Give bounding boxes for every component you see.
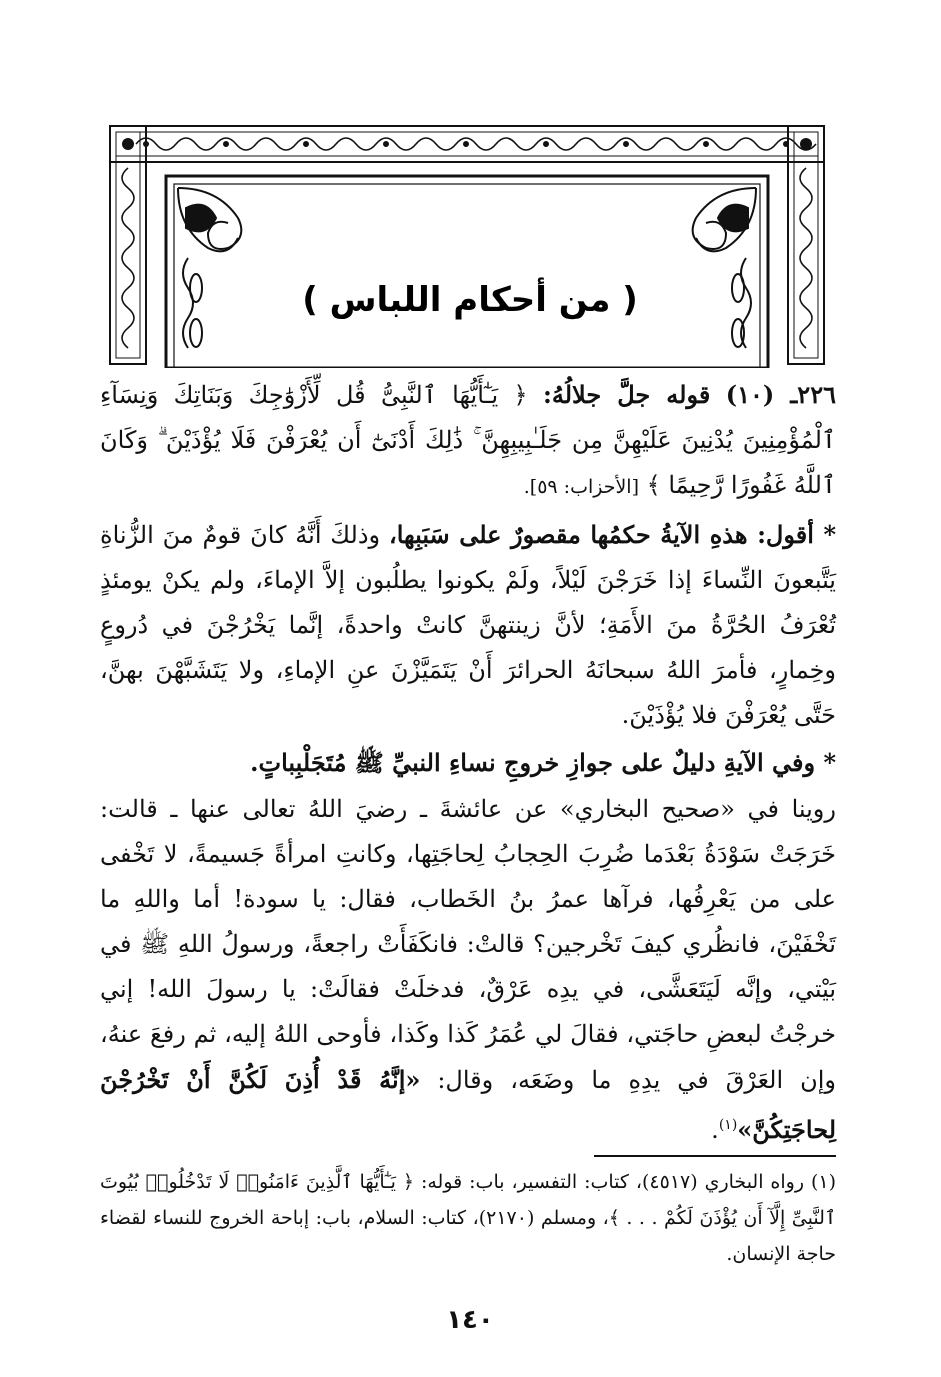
footnote	[100, 1164, 836, 1272]
footnote-divider	[594, 1155, 836, 1157]
aqool-text: وذلكَ أَنَّهُ كانَ قومٌ منَ الزُّناةِ يَتَّبعونَ النِّساءَ إذا خَرَجْنَ لَيْلاً، ولَمْ يكونوا يطلُبون إلاَّ الإماءَ، ولم يكنْ يومئذٍ تُعْرَفُ الحُرَّةُ منَ الأَمَةِ؛ لأنَّ زينتهنَّ كانتْ واحدةً، إنَّما يَخْرُجْنَ في دُروعٍ وخِمارٍ، فأمرَ اللهُ سبحانَهُ الحرائرَ أَنْ يَتَمَيَّزْنَ عنِ الإماءِ، ولا يَتَشَبَّهْنَ بهنَّ، حَتَّى يُعْرَفْنَ فلا يُؤْذَيْنَ.	[100, 521, 836, 729]
aqool-paragraph	[100, 512, 836, 738]
verse-paragraph	[100, 372, 836, 510]
footnote-marker[interactable]: (١)	[718, 1117, 738, 1133]
quran-verse: ﴿ يَـٰٓأَيُّهَا ٱلنَّبِىُّ قُل لِّأَزْوَٰجِكَ وَبَنَاتِكَ وَنِسَآءِ ٱلْمُؤْمِنِينَ يُدْنِينَ عَلَيْهِنَّ مِن جَلَـٰبِيبِهِنَّ ۚ ذَٰلِكَ أَدْنَىٰٓ أَن يُعْرَفْنَ فَلَا يُؤْذَيْنَ ۗ وَكَانَ ٱللَّهُ غَفُورًا رَّحِيمًا ﴾	[100, 381, 836, 499]
verse-intro: قوله جلَّ جلالُهُ:	[542, 380, 711, 409]
main-text	[100, 372, 836, 1153]
hadith-paragraph	[100, 787, 836, 1153]
hadith-text: روينا في «صحيح البخاري» عن عائشةَ ـ رضيَ اللهُ تعالى عنها ـ قالت: خَرَجَتْ سَوْدَةُ بَعْدَما ضُرِبَ الحِجابُ لِحاجَتِها، وكانتِ امرأةً جَسيمةً، لا تَخْفى على من يَعْرِفُها، فرآها عمرُ بنُ الخَطاب، فقال: يا سودة! أما واللهِ ما تَخْفَيْنَ، فانظُري كيفَ تَخْرجين؟ قالتْ: فانكَفَأَتْ راجعةً، ورسولُ اللهِ ﷺ في بَيْتي، وإنَّه لَيَتَعَشَّى، في يدِه عَرْقٌ، فدخلَتْ فقالَتْ: يا رسولَ الله! إني خرجْتُ لبعضِ حاجَتي، فقالَ لي عُمَرُ كَذا وكَذا، فأوحى اللهُ إليه، ثم رفعَ عنهُ، وإن العَرْقَ في يدِهِ ما وضَعَه، وقال:	[100, 795, 836, 1094]
footnote-number: (١)	[810, 1171, 836, 1193]
aqool-lead: * أقول: هذهِ الآيةُ حكمُها مقصورٌ على سَبَبِها،	[388, 520, 836, 549]
hadith-end: .	[711, 1116, 719, 1144]
entry-number: ٢٢٦ـ (١٠)	[725, 380, 836, 409]
section-title: ( من أحكام اللباس )	[302, 280, 638, 320]
hadith-quote: «إنَّهُ قَدْ أُذِنَ لَكُنَّ أَنْ تَخْرُجْنَ لِحاجَتِكُنَّ»	[100, 1065, 836, 1144]
page-number: ١٤٠	[446, 1305, 494, 1335]
evidence-paragraph: * وفي الآيةِ دليلٌ على جوازِ خروجِ نساءِ النبيِّ ﷺ مُتَجَلْبِباتٍ.	[250, 748, 836, 777]
verse-reference: [الأحزاب: ٥٩].	[523, 476, 640, 498]
footnote-text: رواه البخاري (٤٥١٧)، كتاب: التفسير، باب: قوله: ﴿ يَـٰٓأَيُّهَا ٱلَّذِينَ ءَامَنُوا۟ لَا تَدْخُلُوا۟ بُيُوتَ ٱلنَّبِىِّ إِلَّآ أَن يُؤْذَنَ لَكُمْ . . . ﴾، ومسلم (٢١٧٠)، كتاب: السلام، باب: إباحة الخروج للنساء لقضاء حاجة الإنسان.	[100, 1171, 836, 1265]
